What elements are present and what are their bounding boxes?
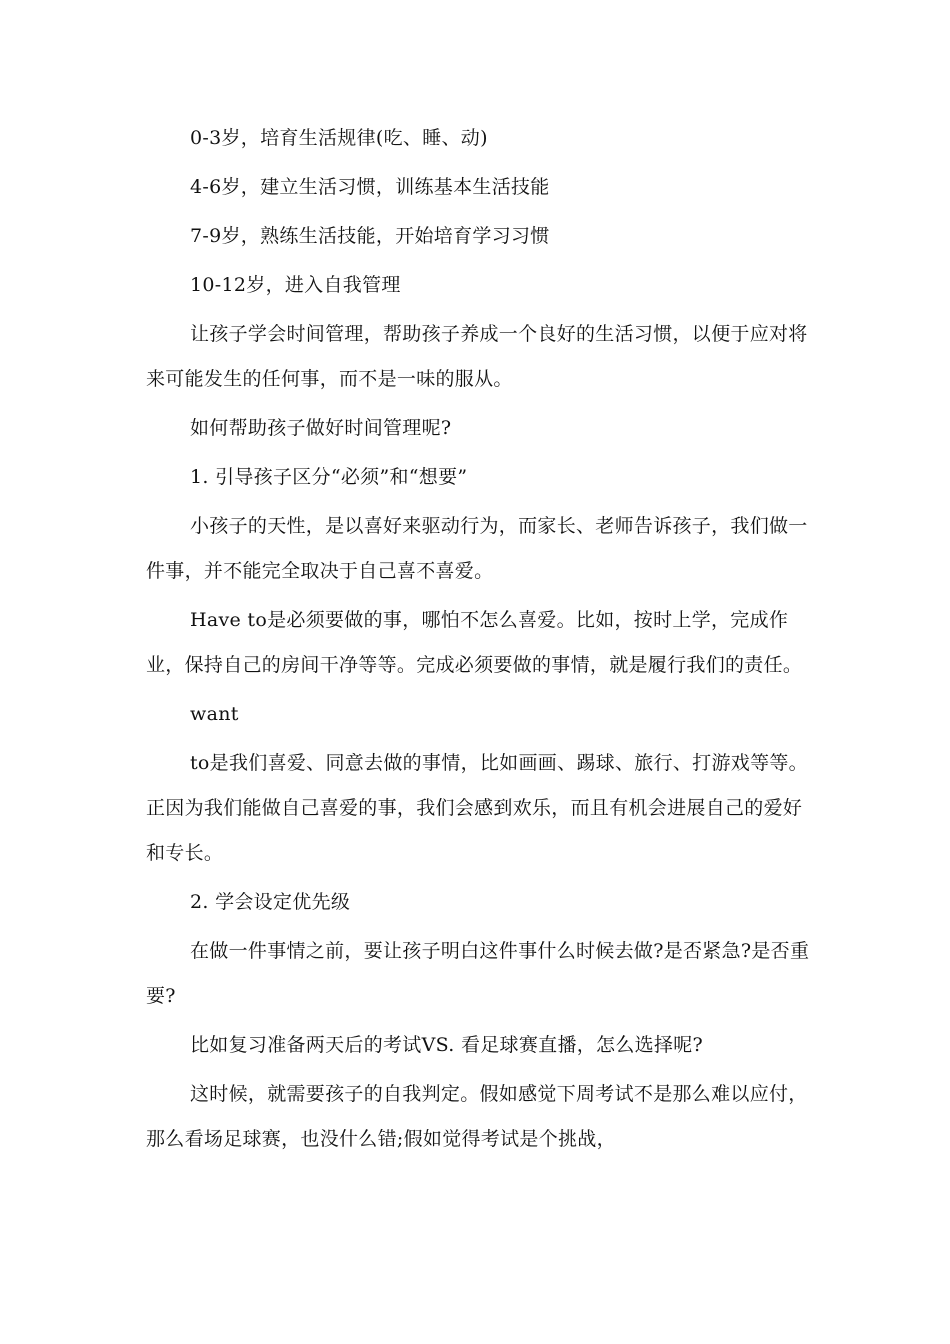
paragraph-age-10-12: 10-12岁，进入自我管理: [190, 274, 401, 296]
paragraph-question: 如何帮助孩子做好时间管理呢?: [190, 417, 452, 439]
paragraph-self-judgement: 这时候，就需要孩子的自我判定。假如感觉下周考试不是那么难以应付，那么看场足球赛，也没什么错;假如觉得考试是个挑战，: [146, 1083, 808, 1150]
paragraph-example: 比如复习准备两天后的考试VS. 看足球赛直播，怎么选择呢?: [190, 1034, 704, 1056]
paragraph-age-7-9: 7-9岁，熟练生活技能，开始培育学习习惯: [190, 225, 550, 247]
document-body: [146, 116, 818, 1162]
paragraph-priority: 在做一件事情之前，要让孩子明白这件事什么时候去做?是否紧急?是否重要?: [146, 940, 810, 1007]
paragraph-want-to: to是我们喜爱、同意去做的事情，比如画画、踢球、旅行、打游戏等等。正因为我们能做自己喜爱的事，我们会感到欢乐，而且有机会进展自己的爱好和专长。: [146, 752, 808, 864]
paragraph-have-to: Have to是必须要做的事，哪怕不怎么喜爱。比如，按时上学，完成作业，保持自己的房间干净等等。完成必须要做的事情，就是履行我们的责任。: [146, 609, 803, 676]
section-heading-1: 1. 引导孩子区分“必须”和“想要”: [190, 466, 468, 488]
paragraph-age-0-3: 0-3岁，培育生活规律(吃、睡、动): [190, 127, 488, 149]
paragraph-time-management-intro: 让孩子学会时间管理，帮助孩子养成一个良好的生活习惯，以便于应对将来可能发生的任何事，而不是一味的服从。: [146, 323, 808, 390]
section-heading-2: 2. 学会设定优先级: [190, 891, 351, 913]
paragraph-child-nature: 小孩子的天性，是以喜好来驱动行为，而家长、老师告诉孩子，我们做一件事，并不能完全取决于自己喜不喜爱。: [146, 515, 808, 582]
paragraph-age-4-6: 4-6岁，建立生活习惯，训练基本生活技能: [190, 176, 550, 198]
paragraph-want: want: [190, 703, 239, 725]
